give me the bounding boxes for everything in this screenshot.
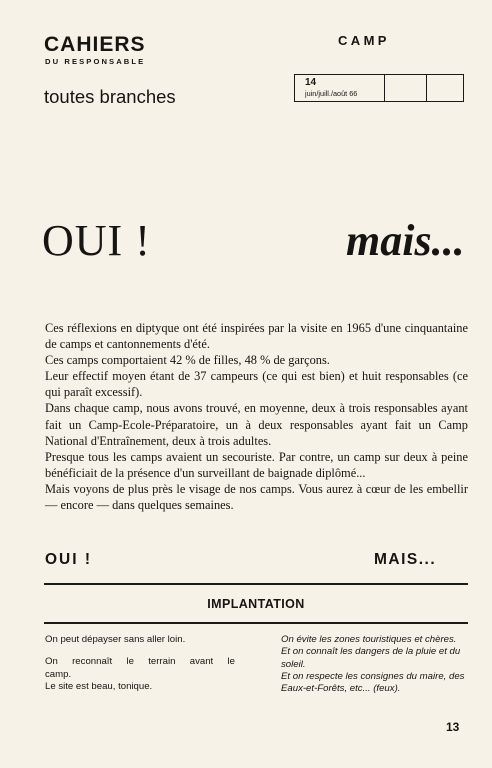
divider-rule — [44, 622, 468, 624]
mais-column — [281, 634, 469, 695]
headline-oui: OUI ! — [42, 216, 151, 265]
issue-number: 14 — [305, 77, 317, 88]
body-paragraph: Ces camps comportaient 42 % de filles, 48 % de garçons. — [45, 353, 330, 368]
divider-rule — [44, 583, 468, 585]
oui-item: camp. — [45, 668, 72, 680]
mais-item: Et on respecte les consignes du maire, des Eaux-et-Forêts, etc... (feux). — [281, 670, 465, 695]
issue-box — [294, 74, 464, 102]
mais-item: On évite les zones touristiques et chères. — [281, 634, 457, 645]
oui-item: On reconnaît le terrain avant le — [45, 656, 235, 668]
issue-date: juin/juill./août 66 — [305, 89, 358, 98]
column-heading-oui: OUI ! — [45, 551, 93, 568]
body-paragraph: Leur effectif moyen étant de 37 campeurs (ce qui est bien) et huit responsables (ce qui paraît excessif). — [45, 369, 468, 400]
issue-box-divider — [384, 75, 385, 101]
mais-item: Et on connaît les dangers de la pluie et du soleil. — [281, 646, 461, 670]
publication-subtitle: DU RESPONSABLE — [45, 57, 146, 66]
headline-mais: mais... — [346, 216, 465, 265]
publication-title: CAHIERS — [44, 33, 146, 56]
body-paragraph: Ces réflexions en diptyque ont été inspirées par la visite en 1965 d'une cinquantaine de camps et cantonnements d'été. — [45, 321, 468, 352]
branches-label: toutes branches — [44, 86, 176, 107]
body-paragraph: Presque tous les camps avaient un secouriste. Par contre, un camp sur deux à peine bénéficiait de la présence d'un surveillant de baignade diplômé... — [45, 449, 468, 480]
page-number: 13 — [446, 720, 460, 734]
body-paragraph: Mais voyons de plus près le visage de nos camps. Vous aurez à cœur de les embellir — encore — dans quelques semaines. — [45, 481, 468, 513]
issue-box-divider — [426, 75, 427, 101]
body-paragraph: Dans chaque camp, nous avons trouvé, en moyenne, deux à trois responsables ayant fait un Camp-Ecole-Préparatoire, un à deux responsables ayant fait un Camp National d'Entraînement, deux à trois adultes. — [45, 401, 468, 448]
oui-item: Le site est beau, tonique. — [45, 680, 153, 692]
section-title: CAMP — [338, 33, 390, 48]
article-body — [45, 320, 468, 513]
column-heading-mais: MAIS... — [374, 551, 437, 568]
implantation-heading: IMPLANTATION — [207, 597, 305, 611]
oui-column — [45, 634, 235, 703]
oui-item: On peut dépayser sans aller loin. — [45, 634, 186, 645]
